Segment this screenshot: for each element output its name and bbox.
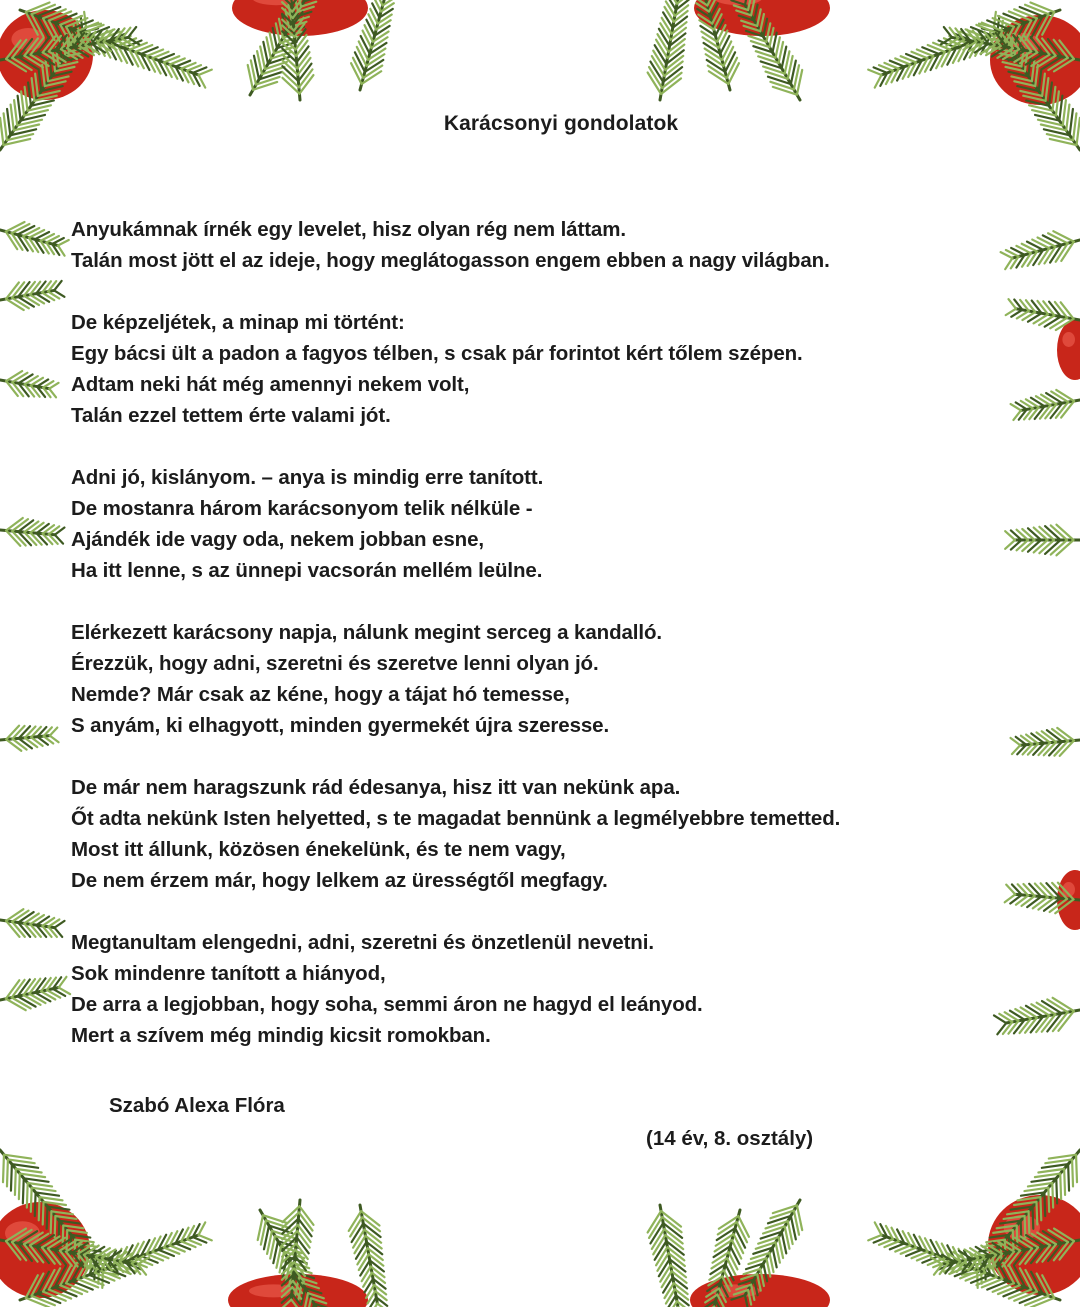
poem-line: Talán most jött el az ideje, hogy meglátogasson engem ebben a nagy világban. bbox=[71, 249, 830, 272]
poem-title: Karácsonyi gondolatok bbox=[443, 112, 679, 135]
poem-line: Sok mindenre tanított a hiányod, bbox=[71, 962, 386, 985]
pine-branch-icon bbox=[0, 977, 70, 1010]
poem-line: S anyám, ki elhagyott, minden gyermekét újra szeresse. bbox=[71, 714, 610, 737]
pine-branch-icon bbox=[0, 518, 64, 546]
poem-line: Anyukámnak írnék egy levelet, hisz olyan rég nem láttam. bbox=[71, 218, 626, 241]
author-details: (14 év, 8. osztály) bbox=[646, 1127, 814, 1150]
poem-line: Őt adta nekünk Isten helyetted, s te magadat bennünk a legmélyebbre temetted. bbox=[71, 807, 841, 830]
pine-branch-icon bbox=[0, 909, 64, 937]
poem-line: De nem érzem már, hogy lelkem az ürességtől megfagy. bbox=[71, 869, 608, 892]
poem-body bbox=[71, 214, 1031, 1082]
stanza bbox=[71, 307, 1031, 431]
poem-line: Ha itt lenne, s az ünnepi vacsorán mellém leülne. bbox=[71, 559, 543, 582]
stanza bbox=[71, 927, 1031, 1051]
pine-branch-icon bbox=[0, 371, 59, 397]
poem-line: De mostanra három karácsonyom telik nélküle - bbox=[71, 497, 533, 520]
poem-line: Megtanultam elengedni, adni, szeretni és önzetlenül nevetni. bbox=[71, 931, 654, 954]
poem-line: De arra a legjobban, hogy soha, semmi áron ne hagyd el leányod. bbox=[71, 993, 703, 1016]
poem-line: Adtam neki hát még amennyi nekem volt, bbox=[71, 373, 470, 396]
poem-line: Érezzük, hogy adni, szeretni és szeretve lenni olyan jó. bbox=[71, 652, 599, 675]
stanza bbox=[71, 772, 1031, 896]
poem-line: Talán ezzel tettem érte valami jót. bbox=[71, 404, 391, 427]
pine-branch-icon bbox=[648, 0, 691, 100]
poem-line: Egy bácsi ült a padon a fagyos télben, s csak pár forintot kért tőlem szépen. bbox=[71, 342, 803, 365]
poem-line: Most itt állunk, közösen énekelünk, és te nem vagy, bbox=[71, 838, 566, 861]
stanza bbox=[71, 617, 1031, 741]
author-name: Szabó Alexa Flóra bbox=[109, 1094, 285, 1117]
stanza bbox=[71, 214, 1031, 276]
pine-branch-icon bbox=[0, 281, 64, 310]
pine-branch-icon bbox=[0, 726, 59, 751]
poem-line: De képzeljétek, a minap mi történt: bbox=[71, 311, 405, 334]
poem-line: Ajándék ide vagy oda, nekem jobban esne, bbox=[71, 528, 484, 551]
red-bauble-icon bbox=[1057, 320, 1080, 380]
stanza bbox=[71, 462, 1031, 586]
poem-line: Nemde? Már csak az kéne, hogy a tájat hó temesse, bbox=[71, 683, 570, 706]
poem-line: Elérkezett karácsony napja, nálunk megint serceg a kandalló. bbox=[71, 621, 663, 644]
poem-line: Mert a szívem még mindig kicsit romokban. bbox=[71, 1024, 491, 1047]
pine-branch-icon bbox=[648, 1205, 691, 1307]
poem-line: Adni jó, kislányom. – anya is mindig erre tanított. bbox=[71, 466, 544, 489]
poem-line: De már nem haragszunk rád édesanya, hisz itt van nekünk apa. bbox=[71, 776, 681, 799]
pine-branch-icon bbox=[0, 222, 69, 256]
